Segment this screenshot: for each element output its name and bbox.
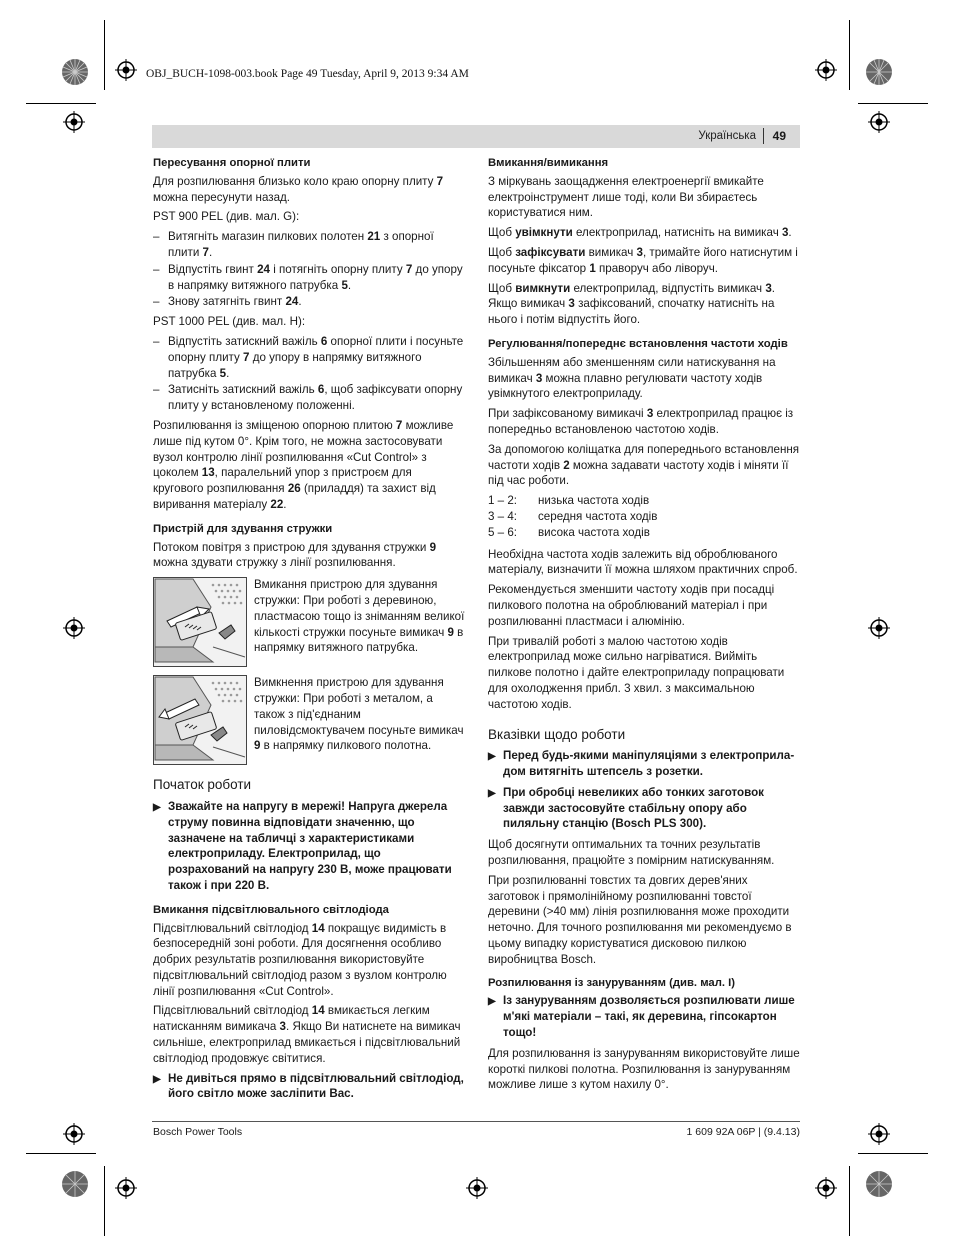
paragraph: Для розпилювання близько коло краю опорну плиту 7 можна пересунути назад. [153,174,444,204]
figure-caption: Вимкнення пристрою для здування стружки: При роботі з металом, а також з під'єднаним пиловідсмоктувачем посуньте вимикач 9 в напрямку пилкового полотна. [254,676,464,753]
model-label: PST 1000 PEL (див. мал. H): [153,315,306,329]
footer-rule [152,1121,800,1122]
registration-mark-icon [466,1177,488,1199]
crop-mark [849,1166,850,1236]
heading-start: Початок роботи [153,777,252,793]
paragraph: Щоб зафіксувати вимикач 3, тримайте його натиснутим і посуньте фіксатор 1 праворуч або ліворуч. [488,245,798,275]
warning-item: ▶ При обробці невеликих або тонких заготовок завжди застосовуйте стабільну опору або пиляльну станцію (Bosch PLS 300). [488,785,764,831]
model-label: PST 900 PEL (див. мал. G): [153,210,300,224]
right-column [488,156,800,1097]
list-item: – Знову затягніть гвинт 24. [153,295,302,309]
color-bar-starburst-icon [865,1170,893,1198]
paragraph: Підсвітлювальний світлодіод 14 покращує видимість в безпосередній зоні роботи. Для досягнення особливо добрих результатів розпилювання використовуйте підсвітлювальний світлодіод разом з вузлом контролю лінії розпилювання «Cut Control». [153,921,447,998]
list-item: – Витягніть магазин пилкових полотен 21 з опорної плити 7. [153,230,434,259]
crop-mark [104,20,105,90]
registration-mark-icon [868,1123,890,1145]
color-bar-starburst-icon [865,58,893,86]
paragraph: Збільшенням або зменшенням сили натискування на вимикач 3 можна плавно регулювати частоту ходів увімкнутого електроприладу. [488,355,776,401]
triangle-right-icon: ▶ [488,787,496,799]
speed-level-row: 3 – 4: середня частота ходів [488,509,658,523]
crop-mark [858,103,928,104]
registration-mark-icon [815,1177,837,1199]
crop-mark [104,1166,105,1236]
figure-caption: Вмикання пристрою для здування стружки: При роботі з деревиною, пластмасою тощо із зніманням великої кількості стружки посуньте вимикач 9 в напрямку витяжного патрубка. [254,578,465,655]
heading-working-tips: Вказівки щодо роботи [488,726,626,742]
warning-item: ▶ Перед будь-якими маніпуляціями з електроприла-дом витягніть штепсель з розетки. [488,749,795,779]
crop-mark [26,1153,96,1154]
color-bar-starburst-icon [61,1170,89,1198]
heading-base-plate: Пересування опорної плити [153,157,311,169]
header-language: Українська [698,130,756,142]
paragraph: При тривалій роботі з малою частотою ходів електроприлад може сильно нагріватися. Вийміть пилкове полотно і дайте електроприладу попрацювати для охолодження прибл. 3 хвил. з максимальною частотою ходів. [488,634,785,711]
crop-mark [849,20,850,90]
warning-item: ▶ Зважайте на напругу в мережі! Напруга джерела струму повинна відповідати значенню, що зазначене на табличці з характеристиками електроприладу. Електроприлад, що розрахований на напругу 230 В, може працювати також і при 220 В. [153,799,452,892]
heading-plunge-cutting: Розпилювання із зануруванням (див. мал. I) [488,976,736,989]
paragraph: При розпилюванні товстих та довгих дерев'яних заготовок і прямолінійному розпилюванні товстої деревини (>40 мм) лінія розпилювання може проходити неточно. Для точного розпилювання ми рекомендуємо в цьому випадку користуватися дисковою пилкою виробництва Bosch. [488,873,792,966]
paragraph: Рекомендується зменшити частоту ходів при посадці пилкового полотна на оброблюваний матеріал і при розпилюванні пластмаси і алюмінію. [488,583,775,628]
warning-item: ▶ Не дивіться прямо в підсвітлювальний світлодіод, його світло може засліпити Вас. [153,1071,464,1101]
registration-mark-icon [815,59,837,81]
triangle-right-icon: ▶ [488,996,496,1008]
speed-level-row: 1 – 2: низька частота ходів [488,494,650,508]
paragraph: З міркувань заощадження електроенергії вмикайте електроінструмент лише тоді, коли Ви збираєтесь користуватися ним. [488,174,764,220]
heading-on-off: Вмикання/вимикання [488,157,609,169]
page-header-band [152,125,800,148]
heading-blower: Пристрій для здування стружки [153,522,333,535]
registration-mark-icon [115,1177,137,1199]
triangle-right-icon: ▶ [153,1073,161,1085]
speed-level-row: 5 – 6: висока частота ходів [488,525,650,539]
crop-mark [26,103,96,104]
paragraph: Щоб увімкнути електроприлад, натисніть на вимикач 3. [488,226,792,240]
print-info-line: OBJ_BUCH-1098-003.book Page 49 Tuesday, April 9, 2013 9:34 AM [146,68,469,80]
paragraph: Щоб досягнути оптимальних та точних результатів розпилювання, працюйте з помірним натискуванням. [488,838,775,868]
paragraph: Щоб вимкнути електроприлад, відпустіть вимикач 3. Якщо вимикач 3 зафіксований, спочатку натисніть на нього і потім відпустіть його. [488,281,775,327]
paragraph: Для розпилювання із зануруванням використовуйте лише короткі пилкові полотна. Розпилювання із зануруванням можливе лише з кутом нахилу 0°. [488,1046,800,1092]
registration-mark-icon [63,1123,85,1145]
heading-led: Вмикання підсвітлювального світлодіода [153,903,389,916]
paragraph: Необхідна частота ходів залежить від оброблюваного матеріалу, визначити її можна шляхом практичних спроб. [488,547,798,577]
list-item: – Затисніть затискний важіль 6, щоб зафіксувати опорну плиту у встановленому положенні. [153,383,463,413]
paragraph: За допомогою коліщатка для попереднього встановлення частоти ходів 2 можна задавати частоту ходів і міняти її під час роботи. [488,442,800,488]
triangle-right-icon: ▶ [488,751,496,763]
paragraph: Розпилювання із зміщеною опорною плитою 7 можливе лише під кутом 0°. Крім того, не можна застосовувати вузол контролю лінії розпилювання «Cut Control» з цоколем 13, паралельний упор з пристроєм для кругового розпилювання 26 (приладдя) та захист від виривання матеріалу 22. [153,418,454,511]
triangle-right-icon: ▶ [153,801,161,813]
registration-mark-icon [868,617,890,639]
left-column [153,156,465,1107]
crop-mark [858,1153,928,1154]
blower-switch-on-illustration-icon [153,577,247,667]
blower-switch-off-illustration-icon [153,675,247,765]
header-separator [763,128,764,144]
registration-mark-icon [63,111,85,133]
figure-blower-on [153,577,465,667]
page-number: 49 [772,129,786,143]
footer-brand: Bosch Power Tools [153,1126,243,1138]
registration-mark-icon [63,617,85,639]
figure-blower-off [153,675,465,765]
paragraph: При зафіксованому вимикачі 3 електроприлад працює із попередньо встановленою частотою ходів. [488,407,794,436]
registration-mark-icon [115,59,137,81]
color-bar-starburst-icon [61,58,89,86]
speed-levels-list [488,493,800,540]
warning-item: ▶ Із зануруванням дозволяється розпилювати лише м'які матеріали – такі, як деревина, гіпсокартон тощо! [488,994,795,1040]
paragraph: Потоком повітря з пристрою для здування стружки 9 можна здувати стружку з лінії розпилювання. [153,540,437,570]
list-item: – Відпустіть гвинт 24 і потягніть опорну плиту 7 до упору в напрямку витяжного патрубка 5. [153,262,463,292]
list-item: – Відпустіть затискний важіль 6 опорної плити і посуньте опорну плиту 7 до упору в напрямку витяжного патрубка 5. [153,334,464,380]
paragraph: Підсвітлювальний світлодіод 14 вмикається легким натисканням вимикача 3. Якщо Ви натиснете на вимикач сильніше, електроприлад вмикається і підсвітлювальний світлодіод продовжує світитися. [153,1004,461,1065]
registration-mark-icon [868,111,890,133]
heading-speed: Регулювання/попереднє встановлення частоти ходів [488,337,788,350]
footer-doc-number: 1 609 92A 06P | (9.4.13) [686,1126,800,1138]
